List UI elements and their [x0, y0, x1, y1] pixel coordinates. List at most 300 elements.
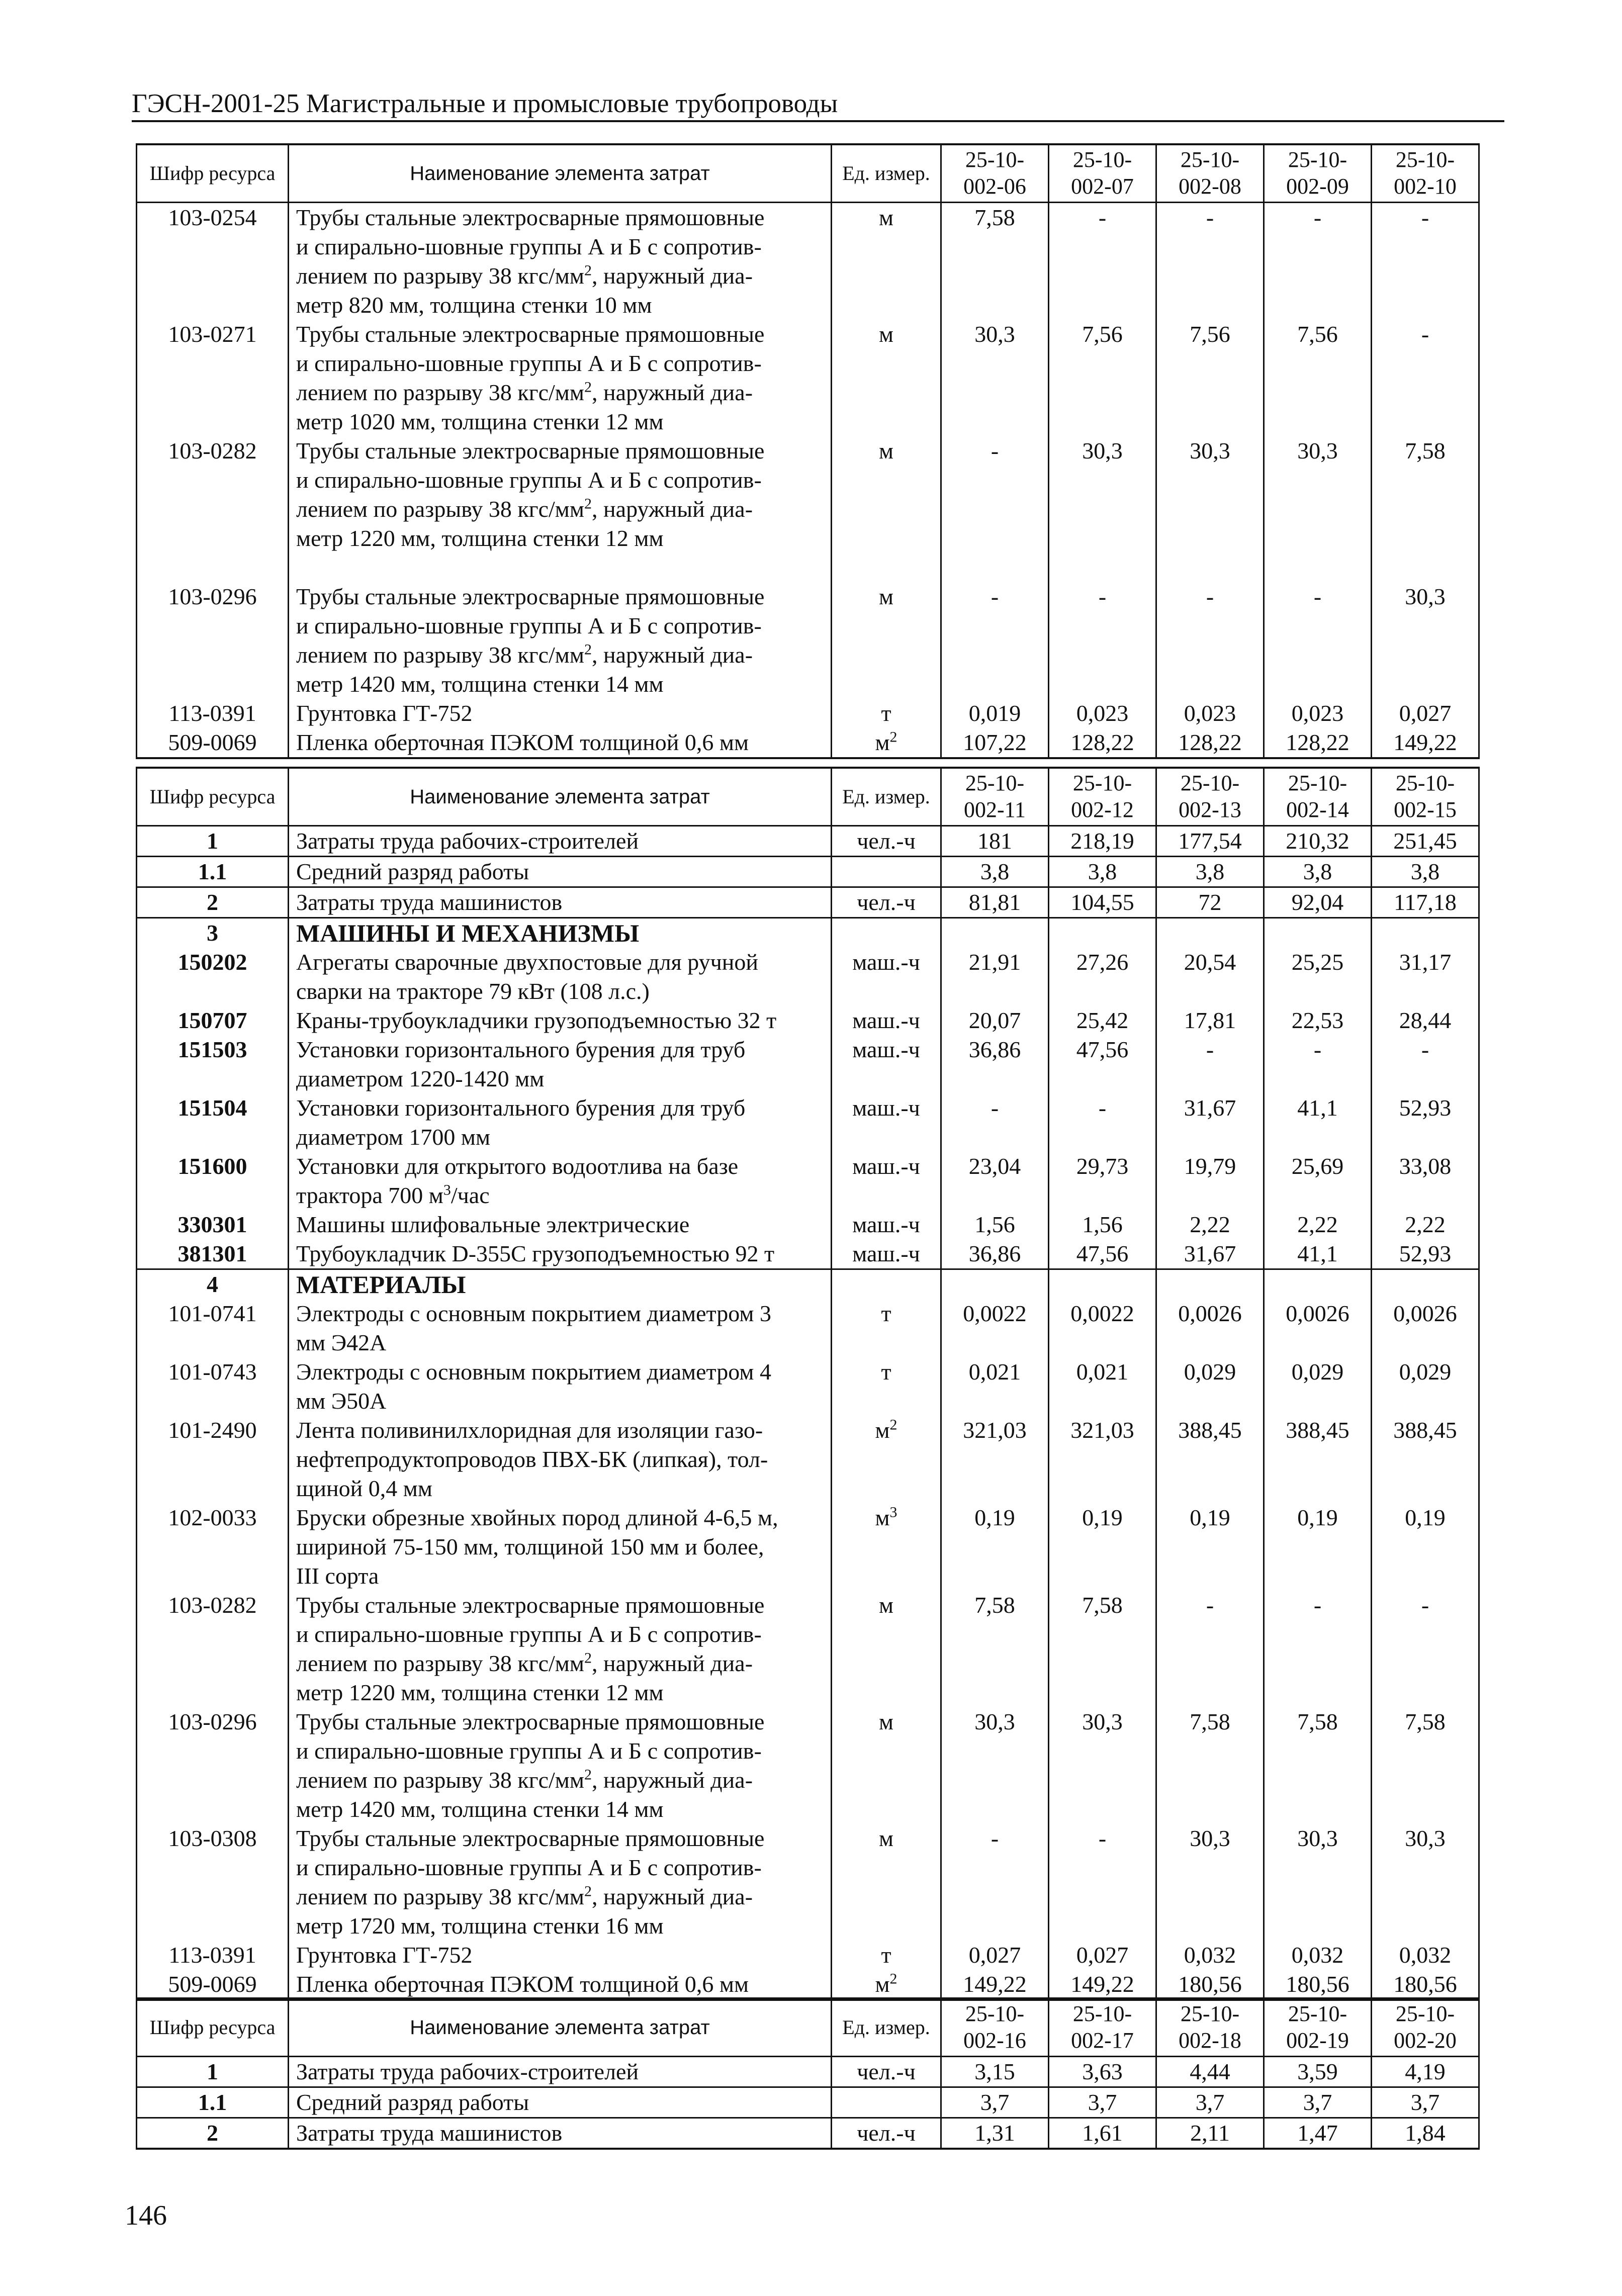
norm-value: 117,18: [1372, 887, 1479, 918]
norm-value: 36,86: [941, 1035, 1049, 1093]
unit-of-measure: [832, 918, 941, 948]
norm-value: 0,029: [1156, 1357, 1264, 1416]
table-row: [137, 320, 1479, 436]
resource-name-line: метр 820 мм, толщина стенки 10 мм: [296, 292, 652, 318]
column-header-norm: [1156, 144, 1264, 203]
norm-code-line: 002-08: [1179, 174, 1241, 199]
norm-value: 388,45: [1372, 1416, 1479, 1503]
norm-value: 0,19: [1049, 1503, 1156, 1591]
norm-value: 28,44: [1372, 1006, 1479, 1035]
column-header-name: Наименование элемента затрат: [289, 144, 832, 203]
resource-code: 1.1: [137, 857, 289, 887]
resource-name: [289, 1824, 832, 1941]
norm-value: 3,8: [1372, 857, 1479, 887]
unit-of-measure: маш.-ч: [832, 1239, 941, 1269]
norm-value: 7,58: [1372, 1707, 1479, 1824]
column-header-name: Наименование элемента затрат: [289, 768, 832, 826]
norm-value: 0,032: [1372, 1941, 1479, 1970]
norm-value: 1,47: [1264, 2118, 1372, 2149]
norm-code-line: 002-07: [1071, 174, 1134, 199]
norm-value: 1,31: [941, 2118, 1049, 2149]
spacer-row: [137, 553, 1479, 582]
resource-name: [289, 2118, 832, 2149]
table-row: [137, 1503, 1479, 1591]
resource-table-3: [136, 1997, 1480, 2150]
resource-name: [289, 948, 832, 1006]
resource-name-line: метр 1420 мм, толщина стенки 14 мм: [296, 1796, 664, 1822]
table-row: [137, 436, 1479, 553]
resource-name-line: метр 1220 мм, толщина стенки 12 мм: [296, 1680, 664, 1705]
resource-name-line: Трубы стальные электросварные прямошовные: [296, 1592, 765, 1618]
norm-value: 180,56: [1264, 1970, 1372, 2000]
norm-value: 3,7: [1156, 2087, 1264, 2118]
norm-value: 2,11: [1156, 2118, 1264, 2149]
norm-value: 20,54: [1156, 948, 1264, 1006]
resource-name-line: Пленка оберточная ПЭКОМ толщиной 0,6 мм: [296, 729, 749, 755]
resource-name-line: Пленка оберточная ПЭКОМ толщиной 0,6 мм: [296, 1971, 749, 1997]
table-row: [137, 1591, 1479, 1707]
column-header-norm: [1264, 1998, 1372, 2057]
norm-value: 0,029: [1372, 1357, 1479, 1416]
norm-value: 388,45: [1156, 1416, 1264, 1503]
unit-of-measure: [832, 2087, 941, 2118]
norm-code-line: 25-10-: [1288, 2001, 1347, 2026]
resource-code: 101-2490: [137, 1416, 289, 1503]
unit-of-measure: $м^2$: [832, 1416, 941, 1503]
resource-name: [289, 203, 832, 320]
resource-code: 103-0254: [137, 203, 289, 320]
norm-value: 181: [941, 826, 1049, 857]
resource-code: 381301: [137, 1239, 289, 1269]
resource-name-line: Агрегаты сварочные двухпостовые для ручной: [296, 949, 758, 975]
resource-name: [289, 1006, 832, 1035]
resource-name-line: Установки горизонтального бурения для труб: [296, 1095, 746, 1121]
norm-value: 30,3: [941, 1707, 1049, 1824]
resource-code: 1: [137, 2057, 289, 2087]
norm-code-line: 002-10: [1394, 174, 1457, 199]
unit-of-measure: $м^2$: [832, 1970, 941, 2000]
norm-code-line: 002-20: [1394, 2028, 1457, 2053]
norm-value: -: [1264, 203, 1372, 320]
resource-name: [289, 1503, 832, 1591]
norm-value: 0,021: [941, 1357, 1049, 1416]
norm-value: 0,023: [1156, 699, 1264, 728]
resource-name-line: Трубы стальные электросварные прямошовные: [296, 438, 765, 464]
resource-name: [289, 1152, 832, 1210]
norm-value: 0,0022: [1049, 1299, 1156, 1357]
norm-value: 0,027: [941, 1941, 1049, 1970]
norm-code-line: 002-06: [963, 174, 1026, 199]
norm-value: -: [1372, 203, 1479, 320]
resource-code: 113-0391: [137, 699, 289, 728]
norm-value: 177,54: [1156, 826, 1264, 857]
norm-value: 30,3: [1156, 436, 1264, 553]
unit-of-measure: т: [832, 1357, 941, 1416]
norm-value: 30,3: [1372, 1824, 1479, 1941]
table-row: [137, 1210, 1479, 1239]
column-header-norm: [1264, 768, 1372, 826]
resource-name-line: Лента поливинилхлоридная для изоляции газо-: [296, 1417, 763, 1443]
norm-value: 7,58: [1156, 1707, 1264, 1824]
resource-code: 101-0741: [137, 1299, 289, 1357]
norm-value: 1,56: [941, 1210, 1049, 1239]
header-row: [137, 768, 1479, 826]
norm-value: 29,73: [1049, 1152, 1156, 1210]
norm-value: [941, 918, 1049, 948]
norm-value: [1156, 918, 1264, 948]
norm-value: 22,53: [1264, 1006, 1372, 1035]
column-header-norm: [941, 144, 1049, 203]
resource-name: [289, 728, 832, 758]
resource-code: 151600: [137, 1152, 289, 1210]
resource-name: [289, 1239, 832, 1269]
spacer-cell: [1156, 553, 1264, 582]
norm-value: 0,027: [1372, 699, 1479, 728]
column-header-code: Шифр ресурса: [137, 144, 289, 203]
column-header-norm: [941, 768, 1049, 826]
column-header-norm: [1156, 1998, 1264, 2057]
norm-code-line: 25-10-: [1072, 771, 1132, 795]
column-header-code: Шифр ресурса: [137, 1998, 289, 2057]
norm-value: 17,81: [1156, 1006, 1264, 1035]
norm-value: -: [1264, 1035, 1372, 1093]
table-row: [137, 728, 1479, 758]
resource-name-line: метр 1020 мм, толщина стенки 12 мм: [296, 409, 664, 434]
resource-name: [289, 1416, 832, 1503]
norm-value: -: [1372, 320, 1479, 436]
norm-code-line: 25-10-: [1395, 771, 1455, 795]
unit-of-measure: м: [832, 1591, 941, 1707]
norm-code-line: 002-18: [1179, 2028, 1241, 2053]
resource-name-line: Средний разряд работы: [296, 859, 529, 884]
unit-of-measure: чел.-ч: [832, 2057, 941, 2087]
resource-name: [289, 1970, 832, 2000]
unit-of-measure: чел.-ч: [832, 2118, 941, 2149]
unit-of-measure: маш.-ч: [832, 1210, 941, 1239]
spacer-cell: [832, 553, 941, 582]
norm-value: 33,08: [1372, 1152, 1479, 1210]
resource-name-line: МАШИНЫ И МЕХАНИЗМЫ: [296, 919, 640, 947]
norm-value: 7,58: [941, 1591, 1049, 1707]
norm-value: -: [1049, 1093, 1156, 1152]
norm-value: 321,03: [1049, 1416, 1156, 1503]
norm-value: 41,1: [1264, 1239, 1372, 1269]
norm-value: 23,04: [941, 1152, 1049, 1210]
norm-value: [1264, 918, 1372, 948]
table-row: [137, 1239, 1479, 1269]
resource-code: 4: [137, 1269, 289, 1300]
resource-name-line: и спирально-шовные группы А и Б с сопротив-: [296, 234, 762, 259]
norm-value: 210,32: [1264, 826, 1372, 857]
norm-value: 7,56: [1156, 320, 1264, 436]
resource-name-line: Затраты труда машинистов: [296, 889, 563, 915]
norm-code-line: 002-14: [1286, 797, 1349, 822]
norm-value: 25,25: [1264, 948, 1372, 1006]
norm-value: -: [1372, 1591, 1479, 1707]
norm-value: 7,56: [1049, 320, 1156, 436]
resource-name-line: лением по разрыву 38 кгс/$мм^2$, наружный диа-: [296, 1649, 753, 1676]
norm-code-line: 002-13: [1179, 797, 1241, 822]
unit-of-measure: т: [832, 1299, 941, 1357]
resource-name-line: Грунтовка ГТ-752: [296, 700, 473, 726]
resource-name-line: Затраты труда рабочих-строителей: [296, 828, 639, 854]
resource-name-line: и спирально-шовные группы А и Б с сопротив-: [296, 467, 762, 493]
table-row: [137, 857, 1479, 887]
header-row: [137, 144, 1479, 203]
norm-code-line: 002-12: [1071, 797, 1134, 822]
resource-code: 330301: [137, 1210, 289, 1239]
norm-code-line: 25-10-: [1180, 771, 1240, 795]
resource-name-line: Грунтовка ГТ-752: [296, 1942, 473, 1968]
resource-name-line: Электроды с основным покрытием диаметром 4: [296, 1359, 771, 1385]
resource-code: 509-0069: [137, 728, 289, 758]
norm-value: 218,19: [1049, 826, 1156, 857]
resource-name: [289, 1210, 832, 1239]
document-title: ГЭСН-2001-25 Магистральные и промысловые трубопроводы: [132, 89, 838, 118]
norm-value: 128,22: [1264, 728, 1372, 758]
norm-value: 25,69: [1264, 1152, 1372, 1210]
resource-name-line: Установки горизонтального бурения для труб: [296, 1037, 746, 1062]
unit-of-measure: чел.-ч: [832, 887, 941, 918]
resource-name-line: Трубы стальные электросварные прямошовные: [296, 1825, 765, 1851]
resource-name-line: щиной 0,4 мм: [296, 1476, 432, 1501]
norm-value: -: [941, 582, 1049, 699]
resource-name-line: лением по разрыву 38 кгс/$мм^2$, наружный диа-: [296, 379, 753, 405]
norm-value: 149,22: [941, 1970, 1049, 2000]
unit-of-measure: м: [832, 320, 941, 436]
norm-value: [1049, 1269, 1156, 1300]
norm-value: 128,22: [1156, 728, 1264, 758]
resource-code: 103-0296: [137, 1707, 289, 1824]
norm-code-line: 002-19: [1286, 2028, 1349, 2053]
norm-value: 3,63: [1049, 2057, 1156, 2087]
resource-code: 103-0282: [137, 1591, 289, 1707]
norm-value: 30,3: [1264, 1824, 1372, 1941]
resource-name-line: и спирально-шовные группы А и Б с сопротив-: [296, 1855, 762, 1880]
resource-code: 101-0743: [137, 1357, 289, 1416]
norm-value: 47,56: [1049, 1239, 1156, 1269]
norm-value: 3,7: [941, 2087, 1049, 2118]
resource-name: [289, 320, 832, 436]
norm-value: 36,86: [941, 1239, 1049, 1269]
column-header-unit: Ед. измер.: [832, 144, 941, 203]
resource-name: [289, 887, 832, 918]
column-header-norm: [1372, 1998, 1479, 2057]
resource-name: [289, 1269, 832, 1300]
unit-of-measure: т: [832, 699, 941, 728]
norm-value: -: [1049, 203, 1156, 320]
norm-value: 7,58: [1049, 1591, 1156, 1707]
norm-value: 7,58: [1372, 436, 1479, 553]
resource-name-line: трактора 700 $м^3$/час: [296, 1181, 490, 1208]
unit-of-measure: м: [832, 582, 941, 699]
norm-value: 3,8: [1049, 857, 1156, 887]
table-row: [137, 1416, 1479, 1503]
norm-value: 107,22: [941, 728, 1049, 758]
norm-value: [1372, 1269, 1479, 1300]
resource-code: 151503: [137, 1035, 289, 1093]
resource-name-line: Машины шлифовальные электрические: [296, 1212, 690, 1237]
unit-of-measure: чел.-ч: [832, 826, 941, 857]
unit-of-measure: т: [832, 1941, 941, 1970]
norm-value: 0,023: [1264, 699, 1372, 728]
unit-of-measure: м: [832, 1824, 941, 1941]
table-row: [137, 887, 1479, 918]
norm-value: 30,3: [1372, 582, 1479, 699]
norm-code-line: 002-17: [1071, 2028, 1134, 2053]
norm-value: 30,3: [1264, 436, 1372, 553]
resource-name-line: Бруски обрезные хвойных пород длиной 4-6,5 м,: [296, 1505, 778, 1530]
norm-value: 72: [1156, 887, 1264, 918]
norm-value: 104,55: [1049, 887, 1156, 918]
resource-name-line: шириной 75-150 мм, толщиной 150 мм и более,: [296, 1534, 764, 1559]
unit-of-measure: $м^2$: [832, 728, 941, 758]
norm-value: -: [1156, 582, 1264, 699]
column-header-code: Шифр ресурса: [137, 768, 289, 826]
table-row: [137, 1941, 1479, 1970]
resource-name: [289, 2087, 832, 2118]
norm-value: -: [1049, 1824, 1156, 1941]
norm-value: 0,19: [941, 1503, 1049, 1591]
column-header-norm: [1049, 144, 1156, 203]
norm-value: -: [1264, 582, 1372, 699]
column-header-norm: [1264, 144, 1372, 203]
spacer-cell: [137, 553, 289, 582]
column-header-unit: Ед. измер.: [832, 768, 941, 826]
resource-name-line: Электроды с основным покрытием диаметром 3: [296, 1301, 771, 1326]
norm-value: 0,021: [1049, 1357, 1156, 1416]
resource-code: 151504: [137, 1093, 289, 1152]
spacer-cell: [289, 553, 832, 582]
unit-of-measure: маш.-ч: [832, 1152, 941, 1210]
norm-value: 251,45: [1372, 826, 1479, 857]
norm-value: 0,023: [1049, 699, 1156, 728]
unit-of-measure: м: [832, 436, 941, 553]
table-row: [137, 1707, 1479, 1824]
spacer-cell: [941, 553, 1049, 582]
norm-value: 30,3: [1156, 1824, 1264, 1941]
table-row: [137, 203, 1479, 320]
norm-value: 3,7: [1372, 2087, 1479, 2118]
column-header-norm: [941, 1998, 1049, 2057]
table-row: [137, 1269, 1479, 1300]
norm-value: 2,22: [1372, 1210, 1479, 1239]
header-row: [137, 1998, 1479, 2057]
norm-value: 0,032: [1156, 1941, 1264, 1970]
table-row: [137, 582, 1479, 699]
norm-code-line: 25-10-: [1180, 2001, 1240, 2026]
norm-value: 0,0026: [1372, 1299, 1479, 1357]
resource-name: [289, 1941, 832, 1970]
norm-value: 31,17: [1372, 948, 1479, 1006]
resource-name-line: лением по разрыву 38 кгс/$мм^2$, наружный диа-: [296, 495, 753, 522]
resource-name-line: метр 1220 мм, толщина стенки 12 мм: [296, 525, 664, 551]
column-header-norm: [1372, 144, 1479, 203]
resource-code: 113-0391: [137, 1941, 289, 1970]
norm-value: 52,93: [1372, 1093, 1479, 1152]
norm-value: 4,44: [1156, 2057, 1264, 2087]
resource-code: 103-0282: [137, 436, 289, 553]
resource-name-line: мм Э50А: [296, 1388, 387, 1414]
unit-of-measure: маш.-ч: [832, 1006, 941, 1035]
resource-name-line: лением по разрыву 38 кгс/$мм^2$, наружный диа-: [296, 641, 753, 668]
norm-value: -: [1156, 203, 1264, 320]
resource-name: [289, 1093, 832, 1152]
norm-value: 180,56: [1156, 1970, 1264, 2000]
norm-value: 3,7: [1049, 2087, 1156, 2118]
norm-value: 0,0026: [1156, 1299, 1264, 1357]
resource-code: 2: [137, 887, 289, 918]
norm-value: 31,67: [1156, 1239, 1264, 1269]
resource-code: 150707: [137, 1006, 289, 1035]
table-row: [137, 699, 1479, 728]
norm-value: 27,26: [1049, 948, 1156, 1006]
norm-value: -: [1156, 1035, 1264, 1093]
norm-value: 81,81: [941, 887, 1049, 918]
resource-table-1: [136, 143, 1480, 759]
table-row: [137, 1357, 1479, 1416]
resource-name: [289, 2057, 832, 2087]
resource-name-line: лением по разрыву 38 кгс/$мм^2$, наружный диа-: [296, 1766, 753, 1793]
norm-value: 149,22: [1372, 728, 1479, 758]
resource-table-2: [136, 767, 1480, 2001]
norm-value: 30,3: [941, 320, 1049, 436]
norm-code-line: 25-10-: [965, 771, 1025, 795]
resource-name: [289, 699, 832, 728]
resource-name-line: мм Э42А: [296, 1330, 387, 1355]
resource-name-line: Средний разряд работы: [296, 2089, 529, 2115]
norm-value: 3,8: [1264, 857, 1372, 887]
resource-name: [289, 857, 832, 887]
resource-name-line: Затраты труда машинистов: [296, 2120, 563, 2146]
norm-code-line: 25-10-: [1395, 2001, 1455, 2026]
resource-code: 2: [137, 2118, 289, 2149]
norm-value: 0,0022: [941, 1299, 1049, 1357]
unit-of-measure: м: [832, 1707, 941, 1824]
resource-name-line: Трубы стальные электросварные прямошовные: [296, 584, 765, 609]
column-header-name: Наименование элемента затрат: [289, 1998, 832, 2057]
table-row: [137, 1035, 1479, 1093]
resource-name-line: Трубы стальные электросварные прямошовные: [296, 321, 765, 347]
resource-code: 1.1: [137, 2087, 289, 2118]
resource-name-line: метр 1420 мм, толщина стенки 14 мм: [296, 671, 664, 697]
norm-value: -: [1156, 1591, 1264, 1707]
spacer-cell: [1372, 553, 1479, 582]
unit-of-measure: [832, 1269, 941, 1300]
resource-code: 103-0296: [137, 582, 289, 699]
norm-value: 20,07: [941, 1006, 1049, 1035]
norm-value: 3,59: [1264, 2057, 1372, 2087]
norm-value: 19,79: [1156, 1152, 1264, 1210]
norm-value: 1,56: [1049, 1210, 1156, 1239]
resource-name-line: диаметром 1700 мм: [296, 1124, 491, 1150]
norm-code-line: 25-10-: [1072, 2001, 1132, 2026]
norm-value: 0,19: [1156, 1503, 1264, 1591]
column-header-norm: [1372, 768, 1479, 826]
norm-code-line: 002-16: [963, 2028, 1026, 2053]
unit-of-measure: [832, 857, 941, 887]
resource-name-line: Затраты труда рабочих-строителей: [296, 2059, 639, 2084]
column-header-norm: [1049, 1998, 1156, 2057]
unit-of-measure: маш.-ч: [832, 1035, 941, 1093]
norm-value: 0,029: [1264, 1357, 1372, 1416]
table-row: [137, 1824, 1479, 1941]
norm-value: 4,19: [1372, 2057, 1479, 2087]
norm-code-line: 25-10-: [965, 2001, 1025, 2026]
norm-value: -: [941, 1093, 1049, 1152]
resource-name-line: Трубы стальные электросварные прямошовные: [296, 1709, 765, 1734]
norm-value: 2,22: [1264, 1210, 1372, 1239]
